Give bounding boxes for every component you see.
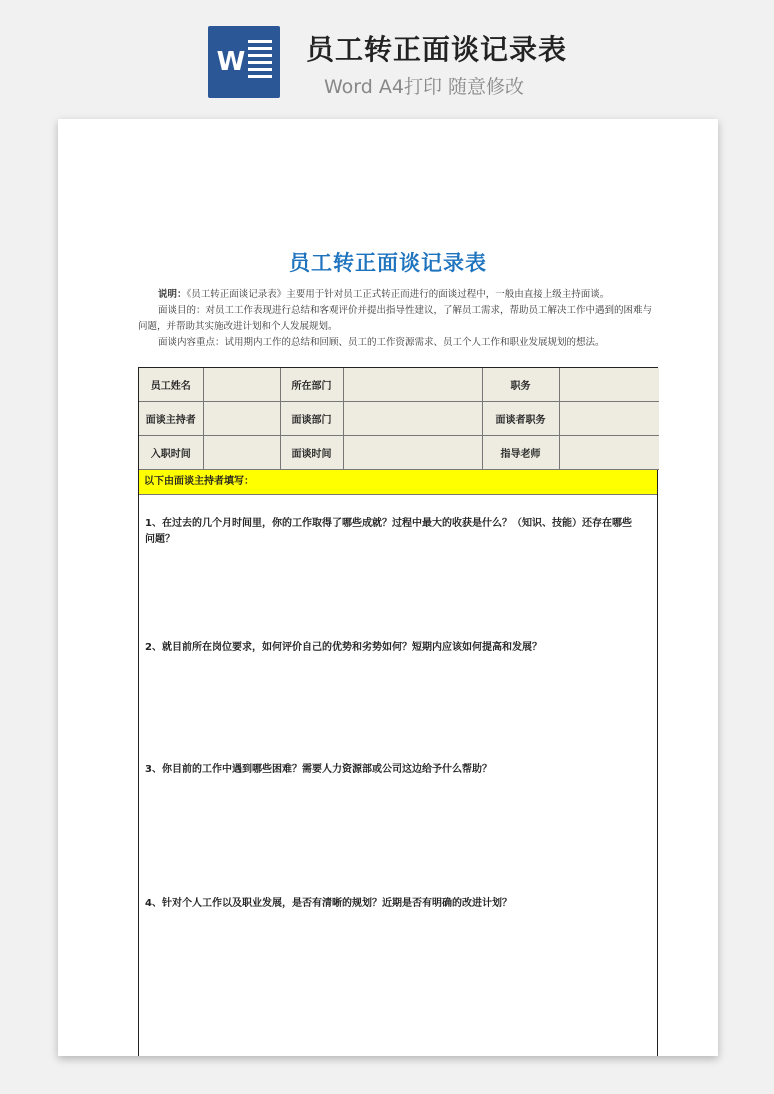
intro-text [138,287,658,351]
table-row [139,368,659,402]
intro-label: 说明： [158,289,187,300]
label-interview-time: 面谈时间 [280,436,343,470]
label-interviewer: 面谈主持者 [139,402,203,436]
department-cell[interactable] [343,368,482,402]
position-cell[interactable] [559,368,659,402]
label-interview-dept: 面谈部门 [280,402,343,436]
header-subtitle: Word A4打印 随意修改 [324,76,525,98]
intro-line-2: 面谈目的：对员工工作表现进行总结和客观评价并提出指导性建议，了解员工需求，帮助员工解决工作中遇到的困难与问题，并帮助其实施改进计划和个人发展规划。 [138,305,653,332]
intro-line-1: 《员工转正面谈记录表》主要用于针对员工正式转正而进行的面谈过程中，一般由直接上级主持面谈。 [186,289,610,300]
word-icon [208,26,280,98]
label-hire-date: 入职时间 [139,436,203,470]
question-1: 1、在过去的几个月时间里，你的工作取得了哪些成就？过程中最大的收获是什么？（知识、技能）还存在哪些问题？ [145,518,632,545]
question-3: 3、你目前的工作中遇到哪些困难？需要人力资源部或公司这边给予什么帮助？ [145,764,492,775]
label-department: 所在部门 [280,368,343,402]
document-title: 员工转正面谈记录表 [289,251,487,275]
section-label: 以下由面谈主持者填写： [139,470,657,495]
document-page [58,119,718,1056]
label-interviewer-position: 面谈者职务 [482,402,559,436]
question-4: 4、针对个人工作以及职业发展，是否有清晰的规划？近期是否有明确的改进计划？ [145,898,512,909]
info-table [139,368,659,470]
employee-name-cell[interactable] [203,368,280,402]
interview-time-cell[interactable] [343,436,482,470]
table-row [139,436,659,470]
mentor-cell[interactable] [559,436,659,470]
word-icon-letter: W [216,47,246,77]
label-mentor: 指导老师 [482,436,559,470]
hire-date-cell[interactable] [203,436,280,470]
label-position: 职务 [482,368,559,402]
table-row [139,402,659,436]
question-2: 2、就目前所在岗位要求，如何评价自己的优势和劣势如何？短期内应该如何提高和发展？ [145,642,542,653]
interviewer-cell[interactable] [203,402,280,436]
interview-dept-cell[interactable] [343,402,482,436]
header [0,0,774,110]
form-box [138,367,658,1056]
label-employee-name: 员工姓名 [139,368,203,402]
interviewer-position-cell[interactable] [559,402,659,436]
intro-line-3: 面谈内容重点：试用期内工作的总结和回顾、员工的工作资源需求、员工个人工作和职业发展规划的想法。 [158,337,605,348]
header-title: 员工转正面谈记录表 [306,33,568,66]
